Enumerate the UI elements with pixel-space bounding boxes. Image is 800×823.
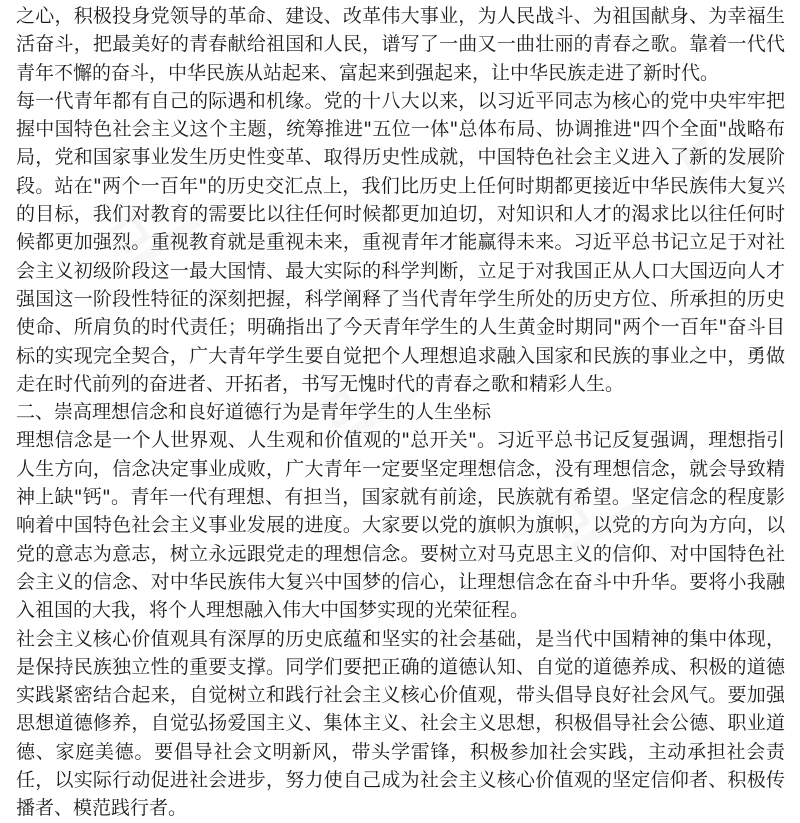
paragraph-core-values: 社会主义核心价值观具有深厚的历史底蕴和坚实的社会基础，是当代中国精神的集中体现，是保持民族独立性的重要支撑。同学们要把正确的道德认知、自觉的道德养成、积极的道德实践紧密结合起来，自觉树立和践行社会主义核心价值观，带头倡导良好社会风气。要加强思想道德修养，自觉弘扬爱国主义、集体主义、社会主义思想，积极倡导社会公德、职业道德、家庭美德。要倡导社会文明新风，带头学雷锋，积极参加社会实践，主动承担社会责任，以实际行动促进社会进步，努力使自己成为社会主义核心价值观的坚定信仰者、积极传播者、模范践行者。: [16, 627, 785, 820]
section-heading: 二、崇高理想信念和良好道德行为是青年学生的人生坐标: [16, 401, 492, 424]
paragraph-ideals-beliefs: 理想信念是一个人世界观、人生观和价值观的"总开关"。习近平总书记反复强调，理想指引人生方向，信念决定事业成败，广大青年一定要坚定理想信念，没有理想信念，就会导致精神上缺"钙"。青年一代有理想、有担当，国家就有前途，民族就有希望。坚定信念的程度影响着中国特色社会主义事业发展的进度。大家要以党的旗帜为旗帜，以党的方向为方向，以党的意志为意志，树立永远跟党走的理想信念。要树立对马克思主义的信仰、对中国特色社会主义的信念、对中华民族伟大复兴中国梦的信心，让理想信念在奋斗中升华。要将小我融入祖国的大我，将个人理想融入伟大中国梦实现的光荣征程。: [16, 429, 785, 622]
paragraph-era-of-youth: 每一代青年都有自己的际遇和机缘。党的十八大以来，以习近平同志为核心的党中央牢牢把握中国特色社会主义这个主题，统筹推进"五位一体"总体布局、协调推进"四个全面"战略布局，党和国家事业发生历史性变革、取得历史性成就，中国特色社会主义进入了新的发展阶段。站在"两个一百年"的历史交汇点上，我们比历史上任何时期都更接近中华民族伟大复兴的目标，我们对教育的需要比以往任何时候都更加迫切，对知识和人才的渴求比以往任何时候都更加强烈。重视教育就是重视未来，重视青年才能赢得未来。习近平总书记立足于对社会主义初级阶段这一最大国情、最大实际的科学判断，立足于对我国正从人口大国迈向人才强国这一阶段性特征的深刻把握，科学阐释了当代青年学生所处的历史方位、所承担的历史使命、所肩负的时代责任；明确指出了今天青年学生的人生黄金时期同"两个一百年"奋斗目标的实现完全契合，广大青年学生要自觉把个人理想追求融入国家和民族的事业之中，勇做走在时代前列的奋进者、开拓者，书写无愧时代的青春之歌和精彩人生。: [16, 89, 785, 395]
document-page: [16, 2, 785, 823]
paragraph-continuation: 之心，积极投身党领导的革命、建设、改革伟大事业，为人民战斗、为祖国献身、为幸福生活奋斗，把最美好的青春献给祖国和人民，谱写了一曲又一曲壮丽的青春之歌。靠着一代代青年不懈的奋斗，中华民族从站起来、富起来到强起来，让中华民族走进了新时代。: [16, 5, 785, 84]
